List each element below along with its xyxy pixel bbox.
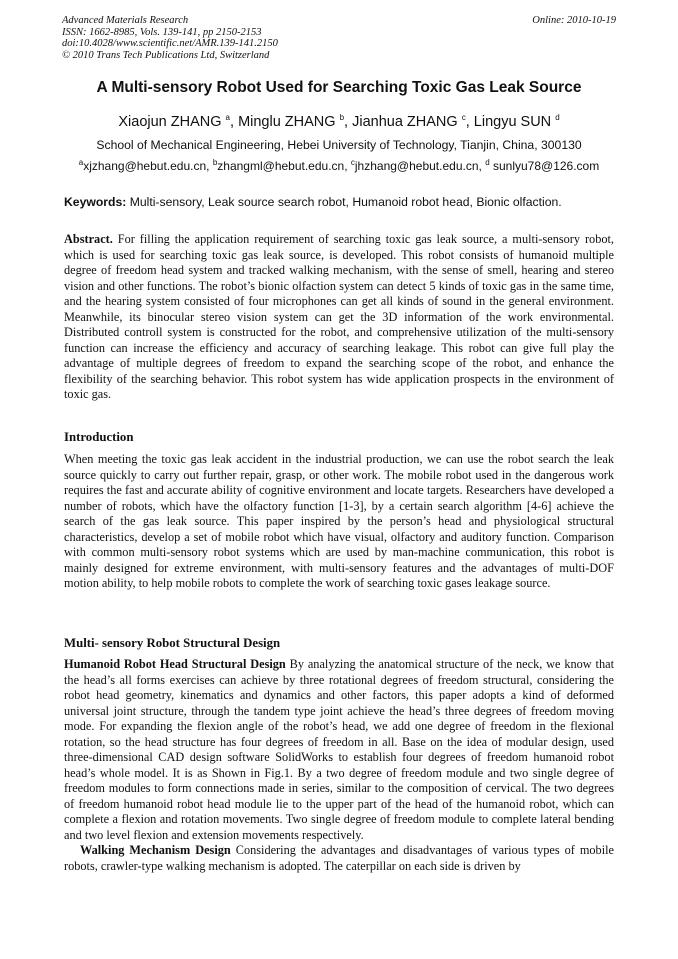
email-link[interactable]: zhangml@hebut.edu.cn, [217, 159, 348, 173]
walking-design-paragraph [64, 843, 614, 874]
paper-title: A Multi-sensory Robot Used for Searching Toxic Gas Leak Source [96, 79, 582, 96]
author-sup: c [461, 113, 466, 122]
author-name: Xiaojun ZHANG [118, 113, 222, 130]
email-sup: a [78, 158, 84, 167]
online-date: Online: 2010-10-19 [532, 15, 616, 26]
doi-line: doi:10.4028/www.scientific.net/AMR.139-141.2150 [62, 38, 278, 49]
journal-header [62, 15, 616, 61]
head-design-label: Humanoid Robot Head Structural Design [64, 657, 286, 671]
issn-line: ISSN: 1662-8985, Vols. 139-141, pp 2150-2153 [62, 26, 262, 38]
email-sup: b [212, 158, 218, 167]
email-link[interactable]: xjzhang@hebut.edu.cn, [83, 159, 210, 173]
author-name: Jianhua ZHANG [352, 113, 458, 130]
copyright-line: © 2010 Trans Tech Publications Ltd, Switzerland [62, 49, 270, 61]
author-name: Minglu ZHANG [238, 113, 336, 130]
author-sup: d [555, 113, 560, 122]
head-design-text: By analyzing the anatomical structure of the neck, we know that the head’s all forms exercises can achieve by three rotational degrees of freedom structural, considering the robot head geometry, kinematics and dynamics and other factors, this paper adopts a kind of deformed universal joint structure, through the tandem type joint achieve the head’s three degrees of freedom moving mode. For expanding the flexion angle of the robot’s head, we add one degree of freedom in the flexional rotation, so the head structure has four degrees of freedom in all. Base on the idea of modular design, used three-dimensional CAD design software SolidWorks to establish four degrees of freedom humanoid robot head’s whole model. It is as Shown in Fig.1. By a two degree of freedom module and two single degree of freedom modules to form connections made in series, similar to the composition of cervical. The two degrees of freedom humanoid robot head module lie to the upper part of the head of the humanoid robot, which can complete a flexion and rotation movements. Two single degree of freedom module to complete lateral bending and two level flexion and extension movements respectively. [64, 657, 614, 842]
author-sup: a [225, 113, 230, 122]
head-design-paragraph [64, 657, 614, 843]
abstract [64, 232, 614, 403]
design-section [64, 657, 614, 874]
author-sup: b [339, 113, 345, 122]
affiliation: School of Mechanical Engineering, Hebei University of Technology, Tianjin, China, 300130 [96, 138, 582, 152]
email-link[interactable]: sunlyu78@126.com [492, 159, 600, 173]
author-name: Lingyu SUN [473, 113, 552, 130]
email-sup: d [485, 158, 490, 167]
introduction-text: When meeting the toxic gas leak accident in the industrial production, we can use the robot search the leak source quickly to carry out further repair, grasp, or other work. The mobile robot used in the dangerous work requires the fast and accurate ability of cognitive environment and locate targets. Researchers have developed a number of robots, which have the olfactory function [1-3], by a certain search algorithm [4-6] achieve the search of the gas leak source. This paper inspired by the person’s head and physiological structural characteristics, develop a set of mobile robot which have visual, olfactory and auditory function. Comparison with common multi-sensory robot systems which are used by man-machine communication, this robot is mainly designed for extreme environment, with multi-sensory features and the advantages of multi-DOF motion ability, to help mobile robots to complete the work of searching toxic gases leakage source. [64, 452, 614, 590]
design-heading: Multi- sensory Robot Structural Design [64, 636, 281, 650]
keywords [64, 195, 614, 209]
walking-design-label: Walking Mechanism Design [80, 843, 231, 857]
keywords-label: Keywords: [64, 195, 127, 209]
author-list: Xiaojun ZHANG $^a$, Minglu ZHANG $^b$, Jianhua ZHANG $^c$, Lingyu SUN $^d$ [118, 113, 560, 130]
abstract-label: Abstract. [64, 232, 113, 246]
email-link[interactable]: jhzhang@hebut.edu.cn, [354, 159, 482, 173]
introduction-heading: Introduction [64, 430, 134, 444]
walking-design-text: Considering the advantages and disadvantages of various types of mobile robots, crawler-type walking mechanism is adopted. The caterpillar on each side is driven by [64, 843, 614, 873]
abstract-text: For filling the application requirement of searching toxic gas leak source, a multi-sensory robot, which is used for searching toxic gas leak source, is developed. This robot consists of humanoid multiple degree of freedom head system and tracked walking mechanism, with the sense of smell, hearing and stereo vision and other functions. The robot’s bionic olfaction system can detect 5 kinds of toxic gas in the same time, and the hearing system consisted of four microphones can get all kinds of sound in the general environment. Meanwhile, its binocular stereo vision system can get the 3D information of the work environmental. Distributed controll system is constructed for the robot, and comprehensive utilization of the multi-sensory function can increase the efficiency and accuracy of searching leakage. This robot can give full play the advantage of multiple degrees of freedom to expand the searching scope of the robot, and enhance the flexibility of the searching behavior. This robot system has wide application prospects in the environment of toxic gas. [64, 232, 614, 401]
journal-name: Advanced Materials Research [62, 15, 189, 26]
email-sup: c [350, 158, 355, 167]
email-list [0, 158, 678, 173]
keywords-text: Multi-sensory, Leak source search robot, Humanoid robot head, Bionic olfaction. [129, 195, 562, 209]
